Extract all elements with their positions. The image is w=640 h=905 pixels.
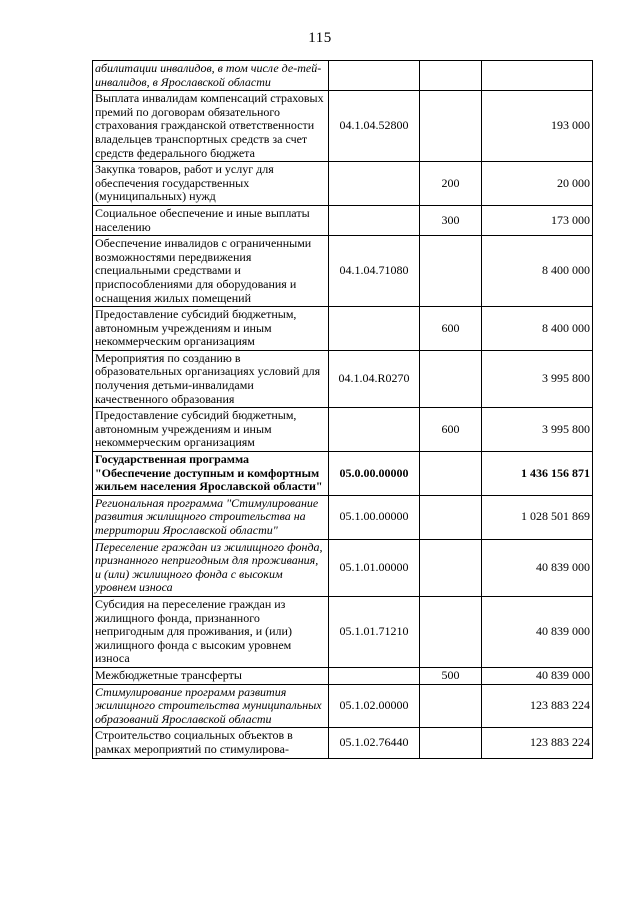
budget-table-body [93, 61, 593, 759]
table-row [93, 61, 593, 91]
row-code-cell: 05.1.01.00000 [329, 539, 420, 596]
row-name-cell: Межбюджетные трансферты [93, 667, 329, 684]
table-row [93, 205, 593, 235]
table-row [93, 307, 593, 351]
row-sum-cell: 1 436 156 871 [482, 452, 593, 496]
row-name-cell: Предоставление субсидий бюджетным, автономным учреждениям и иным некоммерческим организациям [93, 408, 329, 452]
row-sum-cell: 123 883 224 [482, 728, 593, 758]
row-sum-cell: 40 839 000 [482, 667, 593, 684]
table-row [93, 539, 593, 596]
table-row [93, 596, 593, 667]
row-name-cell: Закупка товаров, работ и услуг для обеспечения государственных (муниципальных) нужд [93, 162, 329, 206]
row-name-cell: Региональная программа "Стимулирование развития жилищного строительства на территории Ярославской области" [93, 495, 329, 539]
row-name-cell: Предоставление субсидий бюджетным, автономным учреждениям и иным некоммерческим организациям [93, 307, 329, 351]
row-code-cell: 04.1.04.R0270 [329, 350, 420, 407]
table-row [93, 350, 593, 407]
page-number: 115 [308, 30, 332, 46]
row-type-cell [420, 61, 482, 91]
row-code-cell: 05.1.02.00000 [329, 684, 420, 728]
row-type-cell: 600 [420, 307, 482, 351]
row-code-cell: 04.1.04.52800 [329, 91, 420, 162]
row-type-cell [420, 236, 482, 307]
row-name-cell: Обеспечение инвалидов с ограниченными возможностями передвижения специальными средствами и приспособлениями для оборудования и оснащения жилых помещений [93, 236, 329, 307]
row-code-cell: 05.1.00.00000 [329, 495, 420, 539]
row-code-cell [329, 667, 420, 684]
row-code-cell: 05.1.02.76440 [329, 728, 420, 758]
row-name-cell: Социальное обеспечение и иные выплаты населению [93, 205, 329, 235]
budget-table [92, 60, 593, 759]
table-row [93, 495, 593, 539]
row-name-cell: Выплата инвалидам компенсаций страховых премий по договорам обязательного страхования гражданской ответственности владельцев транспортных средств за счет средств федерального бюджета [93, 91, 329, 162]
row-sum-cell: 40 839 000 [482, 539, 593, 596]
table-row [93, 684, 593, 728]
table-row [93, 91, 593, 162]
row-name-cell: Строительство социальных объектов в рамках мероприятий по стимулирова- [93, 728, 329, 758]
row-type-cell [420, 350, 482, 407]
row-type-cell [420, 539, 482, 596]
row-sum-cell: 193 000 [482, 91, 593, 162]
row-sum-cell: 20 000 [482, 162, 593, 206]
row-type-cell: 600 [420, 408, 482, 452]
row-code-cell [329, 162, 420, 206]
table-row [93, 728, 593, 758]
row-type-cell [420, 452, 482, 496]
row-name-cell: Государственная программа "Обеспечение доступным и комфортным жильем населения Ярославской области" [93, 452, 329, 496]
row-sum-cell: 123 883 224 [482, 684, 593, 728]
row-code-cell: 05.0.00.00000 [329, 452, 420, 496]
table-row [93, 236, 593, 307]
row-name-cell: Мероприятия по созданию в образовательных организациях условий для получения детьми-инвалидами качественного образования [93, 350, 329, 407]
row-sum-cell: 8 400 000 [482, 236, 593, 307]
row-type-cell: 300 [420, 205, 482, 235]
row-sum-cell: 8 400 000 [482, 307, 593, 351]
row-code-cell [329, 205, 420, 235]
row-type-cell: 200 [420, 162, 482, 206]
row-type-cell [420, 684, 482, 728]
row-sum-cell: 3 995 800 [482, 350, 593, 407]
row-code-cell [329, 61, 420, 91]
row-sum-cell: 173 000 [482, 205, 593, 235]
row-type-cell [420, 728, 482, 758]
row-code-cell: 04.1.04.71080 [329, 236, 420, 307]
table-row [93, 408, 593, 452]
row-type-cell: 500 [420, 667, 482, 684]
row-code-cell [329, 307, 420, 351]
table-row [93, 667, 593, 684]
row-sum-cell [482, 61, 593, 91]
row-sum-cell: 1 028 501 869 [482, 495, 593, 539]
table-row [93, 162, 593, 206]
row-name-cell: Субсидия на переселение граждан из жилищного фонда, признанного непригодным для проживания, и (или) жилищного фонда с высоким уровнем износа [93, 596, 329, 667]
table-row [93, 452, 593, 496]
row-sum-cell: 40 839 000 [482, 596, 593, 667]
row-name-cell: Стимулирование программ развития жилищного строительства муниципальных образований Ярославской области [93, 684, 329, 728]
row-sum-cell: 3 995 800 [482, 408, 593, 452]
row-code-cell [329, 408, 420, 452]
row-code-cell: 05.1.01.71210 [329, 596, 420, 667]
row-name-cell: Переселение граждан из жилищного фонда, признанного непригодным для проживания, и (или) жилищного фонда с высоким уровнем износа [93, 539, 329, 596]
row-type-cell [420, 91, 482, 162]
row-type-cell [420, 495, 482, 539]
row-type-cell [420, 596, 482, 667]
row-name-cell: абилитации инвалидов, в том числе де-тей-инвалидов, в Ярославской области [93, 61, 329, 91]
